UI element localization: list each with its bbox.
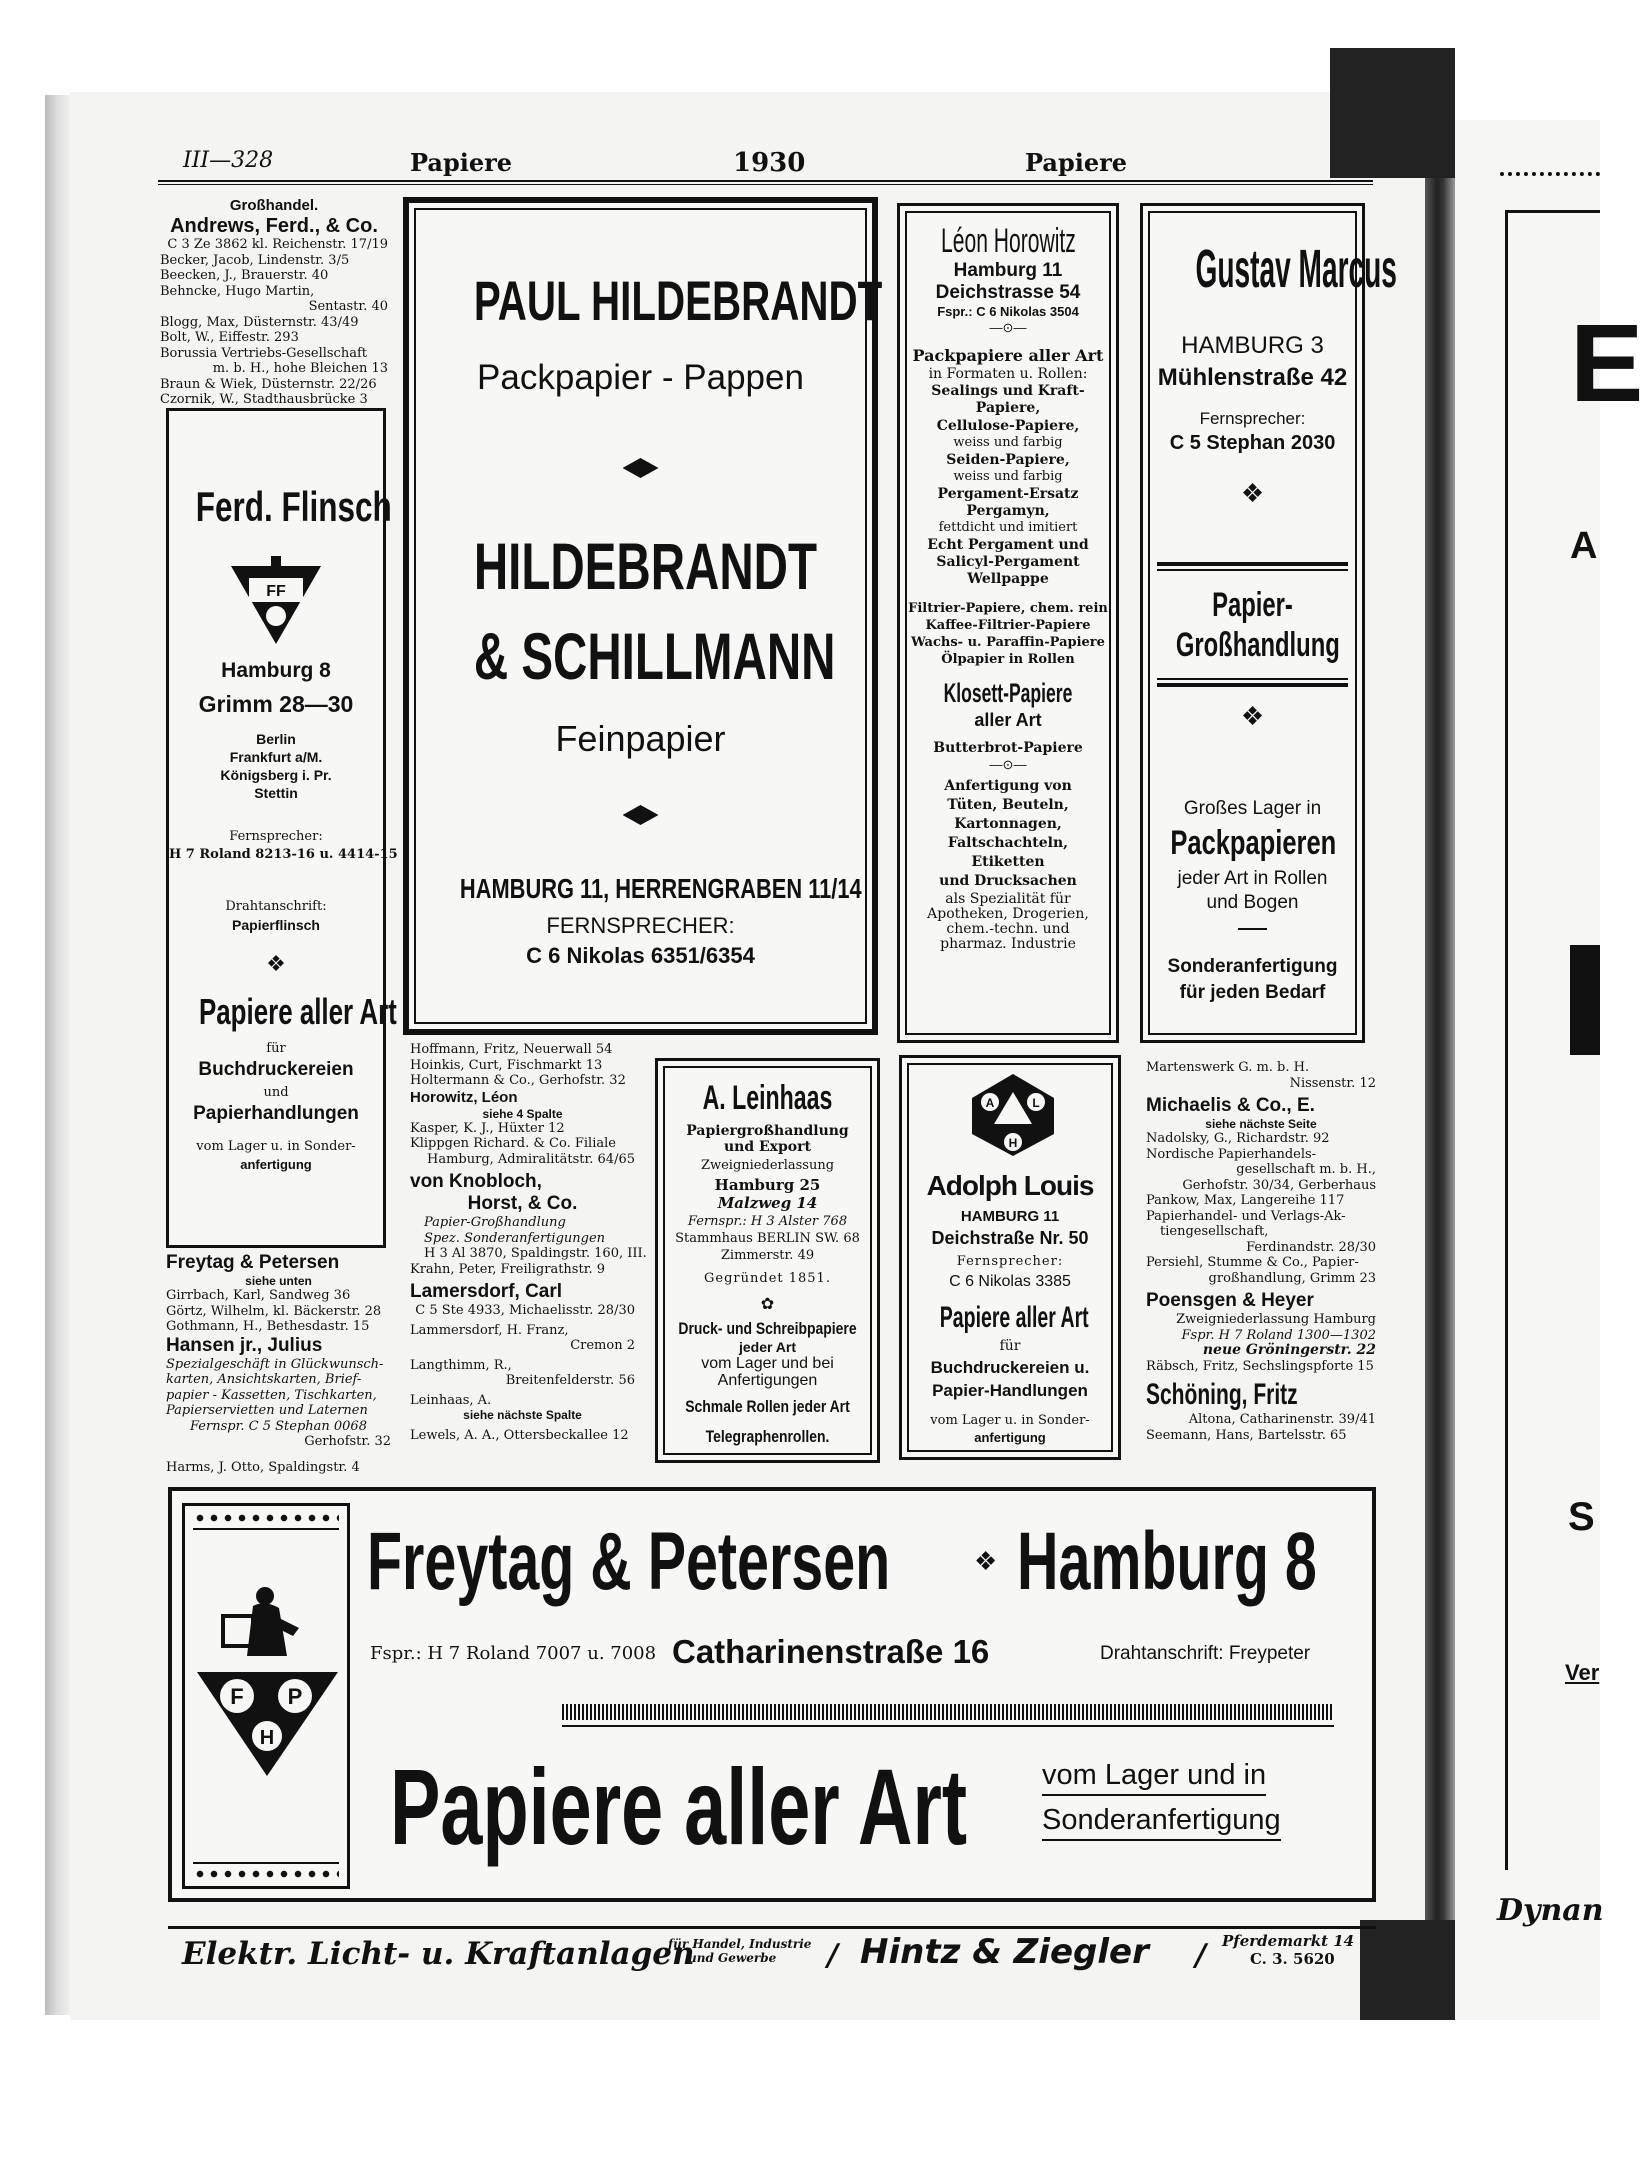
marcus-phone-label: Fernsprecher:	[1199, 409, 1306, 428]
listing-line: großhandlung, Grimm 23	[1208, 1270, 1376, 1286]
horowitz-item: in Formaten u. Rollen:	[928, 366, 1088, 382]
horowitz-item: Seiden-Papiere,	[946, 452, 1070, 468]
listing-line: Breitenfelderstr. 56	[505, 1373, 635, 1388]
svg-text:P: P	[287, 1684, 303, 1709]
footer-brand: Hintz & Ziegler	[860, 1932, 1149, 1972]
louis-ad	[899, 1055, 1121, 1460]
marcus-line: für jeden Bedarf	[1179, 982, 1326, 1003]
section-heading: Großhandel.	[229, 197, 319, 214]
freytag-note: vom Lager und in	[1042, 1759, 1266, 1796]
flinsch-wire-label: Drahtanschrift:	[225, 899, 327, 914]
svg-text:L: L	[1032, 1096, 1040, 1110]
column-2-bottom-listing	[410, 1042, 647, 1444]
listing-line: Lammersdorf, H. Franz,	[410, 1322, 569, 1338]
listing-line: tiengesellschaft,	[1160, 1224, 1269, 1239]
ornament-icon: —⊙—	[989, 757, 1027, 772]
listing-line: H 3 Al 3870, Spaldingstr. 160, III.	[424, 1246, 647, 1261]
horowitz-item: und Drucksachen	[939, 873, 1077, 889]
listing-line: gesellschaft m. b. H.,	[1236, 1162, 1376, 1177]
listing-line: Spez. Sonderanfertigungen	[424, 1230, 606, 1246]
horowitz-item: Filtrier-Papiere, chem. rein	[908, 601, 1108, 616]
footer-address: Pferdemarkt 14	[1222, 1932, 1355, 1950]
leinhaas-line: Fernspr.: H 3 Alster 768	[687, 1214, 848, 1229]
leinhaas-line: Zweigniederlassung	[700, 1158, 835, 1173]
listing-line: Persiehl, Stumme & Co., Papier-	[1146, 1255, 1359, 1270]
listing-line: karten, Ansichtskarten, Brief-	[166, 1372, 362, 1387]
leinhaas-line: jeder Art	[738, 1339, 797, 1355]
listing-line: Braun & Wiek, Düsternstr. 22/26	[160, 376, 377, 392]
louis-text: für	[999, 1338, 1021, 1354]
leinhaas-line: Hamburg 25	[714, 1176, 821, 1194]
diamond-icon	[409, 458, 872, 483]
listing-entry-bold: Horowitz, Léon	[410, 1088, 518, 1106]
horowitz-phone: Fspr.: C 6 Nikolas 3504	[937, 304, 1079, 319]
louis-note: anfertigung	[974, 1430, 1046, 1445]
flinsch-logo-icon	[229, 556, 323, 646]
listing-line: Altona, Catharinenstr. 39/41	[1188, 1412, 1376, 1427]
next-page-letter: S	[1568, 1495, 1595, 1539]
leinhaas-line: Schmale Rollen jeder Art	[685, 1397, 850, 1416]
listing-line: Becker, Jacob, Lindenstr. 3/5	[160, 252, 350, 268]
horowitz-item: Wellpappe	[967, 571, 1049, 587]
horowitz-item: Klosett-Papiere	[943, 678, 1073, 708]
header-left-title: Papiere	[410, 148, 513, 177]
listing-line: Gothmann, H., Bethesdastr. 15	[166, 1319, 370, 1334]
divider	[1157, 683, 1348, 687]
listing-line: Papierhandel- und Verlags-Ak-	[1146, 1208, 1346, 1224]
leinhaas-line: und Export	[723, 1139, 811, 1155]
top-tab	[1330, 48, 1455, 178]
listing-line: papier - Kassetten, Tischkarten,	[166, 1387, 377, 1403]
hildebrandt-name2: & SCHILLMANN	[473, 619, 836, 693]
footer-small: und Gewerbe	[688, 1951, 777, 1965]
freytag-phone: Fspr.: H 7 Roland 7007 u. 7008	[370, 1643, 657, 1664]
listing-line: Nadolsky, G., Richardstr. 92	[1146, 1131, 1330, 1146]
listing-line: Leinhaas, A.	[410, 1392, 492, 1408]
listing-line: Nordische Papierhandels-	[1146, 1146, 1317, 1162]
hildebrandt-sub2: Feinpapier	[555, 718, 726, 759]
svg-text:FF: FF	[266, 583, 286, 600]
diamond-icon	[409, 805, 872, 830]
marcus-street: Mühlenstraße 42	[1157, 364, 1348, 391]
listing-line: Bolt, W., Eiffestr. 293	[160, 330, 299, 345]
flinsch-ad	[166, 408, 398, 1248]
divider	[1157, 569, 1348, 571]
listing-line: Holtermann & Co., Gerhofstr. 32	[410, 1073, 626, 1088]
listing-entry-bold: Horst, & Co.	[467, 1193, 578, 1214]
flinsch-name: Ferd. Flinsch	[195, 483, 392, 530]
hildebrandt-sub: Packpapier - Pappen	[477, 358, 804, 397]
flinsch-branch: Stettin	[254, 785, 298, 801]
listing-line: Harms, J. Otto, Spaldingstr. 4	[166, 1459, 360, 1475]
freytag-slogan: Papiere aller Art	[390, 1746, 968, 1867]
flinsch-wire: Papierflinsch	[232, 917, 320, 933]
listing-entry-bold: Freytag & Petersen	[166, 1252, 340, 1273]
hildebrandt-phone: C 6 Nikolas 6351/6354	[526, 943, 755, 968]
listing-line: m. b. H., hohe Bleichen 13	[212, 361, 388, 376]
divider	[1157, 562, 1348, 566]
divider	[1238, 928, 1267, 930]
listing-entry-bold: Andrews, Ferd., & Co.	[170, 215, 378, 237]
horowitz-city: Hamburg 11	[953, 260, 1063, 281]
listing-line: Sentastr. 40	[308, 299, 388, 314]
listing-note: siehe nächste Seite	[1205, 1117, 1317, 1131]
horowitz-item: weiss und farbig	[953, 469, 1063, 484]
horowitz-item: Anfertigung von	[944, 778, 1072, 794]
flinsch-note: vom Lager u. in Sonder-	[196, 1139, 356, 1154]
next-page-block	[1570, 945, 1600, 1055]
listing-line: Borussia Vertriebs-Gesellschaft	[160, 345, 367, 361]
listing-line: Nissenstr. 12	[1289, 1075, 1376, 1091]
horowitz-item: Ölpapier in Rollen	[941, 652, 1075, 667]
flinsch-branch: Berlin	[256, 731, 296, 747]
footer-address: C. 3. 5620	[1250, 1950, 1335, 1968]
freytag-logo-icon	[195, 1576, 340, 1781]
listing-line: Ferdinandstr. 28/30	[1246, 1239, 1376, 1255]
svg-text:H: H	[259, 1727, 275, 1749]
listing-note: siehe unten	[245, 1274, 312, 1288]
leinhaas-ad	[655, 1058, 880, 1463]
listing-line: Gerhofstr. 32	[304, 1434, 391, 1449]
listing-entry-bold: Hansen jr., Julius	[166, 1334, 323, 1356]
horowitz-item: Echt Pergament und	[927, 537, 1089, 553]
listing-line: Krahn, Peter, Freiligrathstr. 9	[410, 1261, 606, 1277]
hildebrandt-name2: HILDEBRANDT	[473, 529, 818, 603]
next-page-dot-border	[1500, 172, 1600, 182]
freytag-petersen-ad	[168, 1487, 1376, 1902]
listing-line: Fernspr. C 5 Stephan 0068	[190, 1418, 367, 1434]
flinsch-target: Papierhandlungen	[193, 1103, 359, 1124]
flinsch-street: Grimm 28—30	[198, 691, 354, 717]
flinsch-branch: Königsberg i. Pr.	[220, 767, 332, 783]
header-year: 1930	[733, 148, 806, 178]
horowitz-item: Tüten, Beuteln,	[947, 797, 1069, 813]
listing-line: Czornik, W., Stadthausbrücke 3	[160, 392, 368, 407]
listing-line: Spezialgeschäft in Glückwunsch-	[166, 1356, 384, 1372]
horowitz-item: Cellulose-Papiere,	[936, 418, 1080, 434]
listing-line: Seemann, Hans, Bartelsstr. 65	[1146, 1427, 1347, 1443]
next-page-letter: E	[1570, 302, 1643, 425]
svg-text:A: A	[985, 1096, 995, 1110]
binding-gutter	[1425, 92, 1455, 2020]
listing-line: Fspr. H 7 Roland 1300—1302	[1181, 1327, 1376, 1343]
listing-line: Cremon 2	[570, 1338, 635, 1353]
leinhaas-line: Malzweg 14	[717, 1194, 818, 1212]
listing-line: Räbsch, Fritz, Sechslingspforte 15	[1146, 1358, 1374, 1374]
freytag-wire: Drahtanschrift: Freypeter	[1100, 1643, 1311, 1664]
horowitz-item: als Spezialität für	[945, 891, 1071, 907]
marcus-line: Großes Lager in	[1183, 798, 1322, 819]
leinhaas-line: Papiergroßhandlung	[686, 1123, 849, 1139]
listing-entry-bold: Poensgen & Heyer	[1146, 1290, 1314, 1311]
listing-line: Klippgen Richard. & Co. Filiale	[410, 1136, 616, 1151]
ornament-icon: ❖	[1240, 478, 1265, 508]
marcus-ad	[1140, 203, 1397, 1043]
leinhaas-line: Druck- und Schreibpapiere	[678, 1319, 857, 1338]
listing-line: neue Gröningerstr. 22	[1202, 1342, 1376, 1358]
marcus-title: Großhandlung	[1175, 626, 1340, 664]
leinhaas-line: Telegraphenrollen.	[705, 1427, 830, 1446]
ornament-icon: —⊙—	[989, 320, 1027, 335]
freytag-logo-frame	[182, 1503, 350, 1889]
flinsch-text: für	[266, 1041, 286, 1056]
horowitz-item: chem.-techn. und	[946, 921, 1070, 937]
leinhaas-line: Stammhaus BERLIN SW. 68	[675, 1231, 860, 1246]
horowitz-item: fettdicht und imitiert	[938, 520, 1078, 535]
flinsch-target: Buchdruckereien	[198, 1059, 354, 1080]
freytag-street: Catharinenstraße 16	[672, 1633, 990, 1670]
louis-slogan: Papiere aller Art	[939, 1301, 1089, 1334]
listing-line: Beecken, J., Brauerstr. 40	[160, 268, 329, 283]
listing-entry-bold: Lamersdorf, Carl	[410, 1281, 563, 1302]
flinsch-branch: Frankfurt a/M.	[229, 749, 323, 765]
hildebrandt-name: PAUL HILDEBRANDT	[473, 269, 883, 332]
leinhaas-name: A. Leinhaas	[702, 1079, 833, 1117]
louis-phone-label: Fernsprecher:	[956, 1254, 1064, 1269]
listing-note: siehe nächste Spalte	[463, 1408, 582, 1422]
horowitz-item: Salicyl-Pergament	[936, 554, 1080, 570]
ornament-icon: ❖	[266, 951, 286, 976]
listing-line: Martenswerk G. m. b. H.	[1146, 1060, 1310, 1075]
horowitz-name: Léon Horowitz	[941, 222, 1076, 260]
flinsch-text: und	[263, 1085, 289, 1100]
listing-line: C 3 Ze 3862 kl. Reichenstr. 17/19	[167, 237, 388, 252]
flinsch-phone: H 7 Roland 8213-16 u. 4414-15	[169, 847, 398, 862]
horowitz-item: pharmaz. Industrie	[940, 936, 1076, 952]
listing-line: Zweigniederlassung Hamburg	[1176, 1312, 1376, 1327]
listing-line: Behncke, Hugo Martin,	[160, 283, 315, 299]
listing-line: C 5 Ste 4933, Michaelisstr. 28/30	[415, 1303, 635, 1318]
footer-rule	[168, 1926, 1376, 1929]
freytag-city: Hamburg 8	[1017, 1516, 1317, 1607]
footer-small: für Handel, Industrie	[668, 1937, 812, 1951]
header-rule	[158, 180, 1373, 182]
column-4-bottom-listing	[1146, 1060, 1376, 1443]
listing-line: Lewels, A. A., Ottersbeckallee 12	[410, 1428, 629, 1443]
marcus-line: Packpapieren	[1170, 824, 1337, 862]
listing-line: Hoinkis, Curt, Fischmarkt 13	[410, 1057, 603, 1073]
next-page-letter: A	[1570, 525, 1598, 567]
listing-line: Papier-Großhandlung	[424, 1215, 566, 1230]
horowitz-item: Pergamyn,	[966, 503, 1050, 519]
marcus-line: Sonderanfertigung	[1167, 956, 1338, 977]
listing-line: Papierservietten und Laternen	[166, 1403, 368, 1418]
column-1-bottom-listing	[166, 1252, 391, 1475]
horowitz-item: Butterbrot-Papiere	[933, 740, 1083, 756]
listing-entry-bold: Schöning, Fritz	[1146, 1378, 1298, 1411]
flinsch-phone-label: Fernsprecher:	[229, 829, 323, 844]
ornament-icon: ❖	[974, 1547, 998, 1577]
next-page-text: Ver	[1565, 1660, 1600, 1685]
bottom-tab	[1360, 1920, 1455, 2020]
leinhaas-line: Anfertigungen	[717, 1372, 818, 1389]
horowitz-item: Apotheken, Drogerien,	[927, 906, 1089, 922]
louis-logo-icon	[970, 1072, 1056, 1158]
listing-line: Blogg, Max, Düsternstr. 43/49	[160, 314, 359, 330]
horowitz-item: Packpapiere aller Art	[912, 346, 1104, 365]
horowitz-item: Kaffee-Filtrier-Papiere	[925, 618, 1091, 633]
louis-phone: C 6 Nikolas 3385	[949, 1273, 1071, 1290]
marcus-city: HAMBURG 3	[1181, 332, 1324, 359]
horowitz-item: Etiketten	[971, 854, 1045, 870]
horowitz-item: aller Art	[974, 710, 1042, 730]
ornament-icon: ✿	[760, 1296, 775, 1313]
scan-margin	[0, 2020, 1600, 2177]
horowitz-item: Wachs- u. Paraffin-Papiere	[911, 635, 1105, 650]
column-1-listing	[160, 197, 388, 408]
listing-line: Hoffmann, Fritz, Neuerwall 54	[410, 1042, 613, 1057]
next-page-text: Dynan	[1497, 1893, 1604, 1928]
listing-entry-bold: von Knobloch,	[410, 1171, 542, 1192]
header-rule	[158, 184, 1373, 185]
horowitz-item: Pergament-Ersatz	[937, 486, 1079, 502]
listing-entry-bold: Michaelis & Co., E.	[1146, 1095, 1315, 1116]
louis-note: vom Lager u. in Sonder-	[930, 1413, 1090, 1428]
page-number: III—328	[183, 148, 274, 173]
decorative-rule	[562, 1704, 1334, 1720]
divider	[1157, 678, 1348, 680]
horowitz-item: Faltschachteln,	[947, 835, 1069, 851]
flinsch-slogan: Papiere aller Art	[198, 991, 397, 1032]
horowitz-item: Kartonnagen,	[954, 816, 1062, 832]
louis-name: Adolph Louis	[926, 1170, 1094, 1201]
header-right-title: Papiere	[1025, 148, 1128, 177]
leinhaas-line: Zimmerstr. 49	[720, 1248, 815, 1263]
freytag-note: Sonderanfertigung	[1042, 1804, 1281, 1841]
svg-text:F: F	[230, 1684, 244, 1709]
louis-target: Buchdruckereien u.	[930, 1358, 1090, 1377]
horowitz-item: Sealings und Kraft-	[931, 383, 1085, 399]
horowitz-item: weiss und farbig	[953, 435, 1063, 450]
horowitz-ad	[897, 203, 1119, 1043]
marcus-line: und Bogen	[1206, 892, 1299, 913]
freytag-title: Freytag & Petersen	[367, 1516, 891, 1607]
listing-line: Görtz, Wilhelm, kl. Bäckerstr. 28	[166, 1303, 382, 1319]
louis-street: Deichstraße Nr. 50	[931, 1228, 1089, 1248]
decorative-rule	[562, 1725, 1334, 1727]
hildebrandt-phone-label: FERNSPRECHER:	[546, 913, 735, 938]
listing-line: Girrbach, Karl, Sandweg 36	[166, 1288, 351, 1303]
leinhaas-line: vom Lager und bei	[701, 1355, 834, 1372]
listing-line: Langthimm, R.,	[410, 1357, 512, 1373]
ornament-icon: ❖	[1240, 701, 1265, 731]
listing-line: Kasper, K. J., Hüxter 12	[410, 1120, 565, 1136]
listing-line: Hamburg, Admiralitätstr. 64/65	[427, 1151, 635, 1167]
leinhaas-line: Gegründet 1851.	[704, 1271, 831, 1286]
louis-city: HAMBURG 11	[960, 1208, 1060, 1225]
slash-separator: /	[827, 1938, 838, 1973]
hildebrandt-ad	[403, 197, 883, 1035]
horowitz-street: Deichstrasse 54	[935, 282, 1081, 303]
listing-note: siehe 4 Spalte	[482, 1106, 563, 1121]
hildebrandt-address: HAMBURG 11, HERRENGRABEN 11/14	[459, 873, 862, 904]
louis-target: Papier-Handlungen	[932, 1381, 1088, 1400]
footer-left: Elektr. Licht- u. Kraftanlagen	[182, 1936, 695, 1972]
slash-separator: /	[1195, 1938, 1206, 1973]
svg-text:H: H	[1008, 1136, 1018, 1150]
flinsch-note: anfertigung	[240, 1157, 312, 1172]
listing-line: Pankow, Max, Langereihe 117	[1146, 1193, 1345, 1208]
horowitz-item: Papiere,	[975, 400, 1041, 416]
marcus-phone: C 5 Stephan 2030	[1169, 432, 1336, 454]
marcus-title: Papier-	[1212, 586, 1293, 624]
marcus-line: jeder Art in Rollen	[1177, 868, 1328, 889]
flinsch-city: Hamburg 8	[221, 659, 331, 682]
marcus-name: Gustav Marcus	[1195, 239, 1397, 299]
listing-line: Gerhofstr. 30/34, Gerberhaus	[1182, 1177, 1376, 1193]
